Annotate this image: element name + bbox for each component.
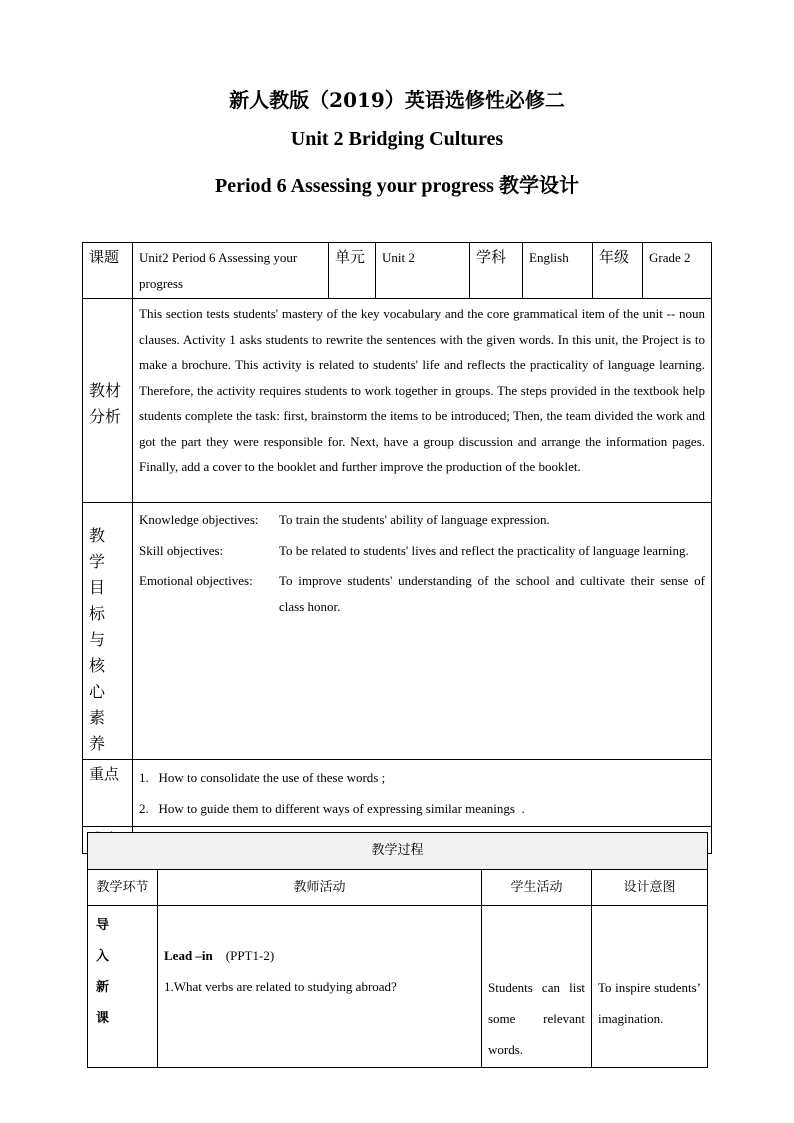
stage-text: 导入新课 [96,918,110,1026]
doc-title-line2: Unit 2 Bridging Cultures [290,128,504,150]
analysis-text: This section tests students' mastery of the key vocabulary and the core grammatical item of the unit -- noun clauses. Activity 1 asks students to rewrite the sentences with the given words. In this unit, the Project is to make a brochure. This activity is related to students' life and reflects the practicality of language learning. Therefore, the activity requires students to work together in groups. The steps provided in the textbook help students complete the task: first, brainstorm the items to be introduced; Then, the team divided the work and got the part they were responsible for. Next, have a group discussion and arrange the information pages. Finally, add a cover to the booklet and further improve the production of the booklet. [133,299,712,503]
subject-value: English [523,243,593,299]
topic-label: 课题 [83,243,133,299]
process-title: 教学过程 [88,833,708,870]
stage-cell [88,906,158,1068]
key-point-1: 1. How to consolidate the use of these words ; [139,770,386,785]
col-student-header: 学生活动 [482,869,592,906]
objective-knowledge-key: Knowledge objectives: [139,512,259,527]
doc-title-line3: Period 6 Assessing your progress 教学设计 [215,175,579,197]
objective-skill [139,538,705,564]
topic-value: Unit2 Period 6 Assessing your progress [133,243,329,299]
grade-value: Grade 2 [643,243,712,299]
key-points-label: 重点 [83,760,133,827]
lead-in-question: 1.What verbs are related to studying abroad? [164,979,397,994]
student-activity: Students can list some relevant words. [482,906,592,1068]
teaching-process-table [87,832,708,1068]
objective-knowledge-value: To train the students' ability of language expression. [279,512,550,527]
lead-in-line [164,940,475,971]
objective-skill-key: Skill objectives: [139,542,224,558]
objective-knowledge [139,507,705,533]
col-teacher-header: 教师活动 [158,869,482,906]
objectives-label: 教学目标与核心素养 [83,503,133,760]
lead-in-bold: Lead –in [164,948,213,963]
unit-value: Unit 2 [376,243,470,299]
objectives-cell [133,503,712,760]
doc-title-line1: 新人教版（2019）英语选修性必修二 [229,88,565,112]
lesson-info-table [82,242,712,854]
objective-skill-value: To be related to students' lives and reflect the practicality of language learning. [279,542,689,558]
design-intent: To inspire students’ imagination. [592,906,708,1068]
objective-emotional-value: To improve students' understanding of the school and cultivate their sense of class honor. [279,573,705,614]
col-intent-header: 设计意图 [592,869,708,906]
objective-emotional-key: Emotional objectives: [139,573,253,588]
grade-label: 年级 [593,243,643,299]
objective-emotional [139,568,705,619]
analysis-label: 教材分析 [83,299,133,503]
col-stage-header: 教学环节 [88,869,158,906]
unit-label: 单元 [329,243,376,299]
key-points-cell [133,760,712,827]
teacher-activity-cell [158,906,482,1068]
subject-label: 学科 [470,243,523,299]
lead-in-ref: (PPT1-2) [225,948,275,963]
key-point-2: 2. How to guide them to different ways of expressing similar meanings . [139,801,525,816]
